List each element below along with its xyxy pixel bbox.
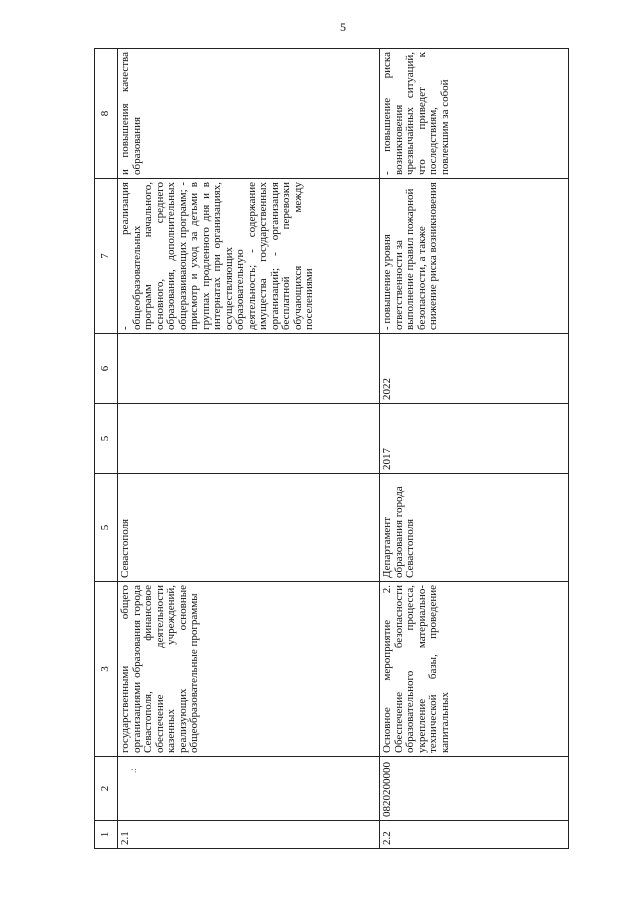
end-year-cell: 2022 [380, 334, 569, 404]
end-year-cell [118, 334, 380, 404]
measure-cell: государственными общего организациями образования города Севастополя, финансовое обеспечение деятельности казенных учреждений, реализующих основные общеобразовательные программы [118, 582, 380, 757]
measure-cell: Основное мероприятие 2. Обеспечение безопасности образовательного процесса, укрепление материально-технической базы, проведение капитальных [380, 582, 569, 757]
page-number: 5 [340, 20, 346, 34]
consequence-cell: и повышения качества образования [118, 49, 380, 179]
header-cell: 2 [95, 757, 118, 821]
header-cell: 7 [95, 179, 118, 334]
code-cell: 0820200000 [380, 757, 569, 821]
header-cell: 5 [95, 404, 118, 474]
code-cell [118, 757, 380, 821]
row-number-cell: 2.2 [380, 821, 569, 849]
executor-cell: Севастополя [118, 474, 380, 582]
start-year-cell [118, 404, 380, 474]
consequence-cell: - повышение риска возникновения чрезвычайных ситуаций, что приведет к последствиям, повлекшим за собой [380, 49, 569, 179]
program-measures-table [94, 48, 569, 849]
result-cell: - реализация общеобразовательных программ начального, основного, среднего образования, дополнительных общеразвивающих программ; - присмотр и уход за детьми в группах продленного дня и в интернатах при организациях, осуществляющих образовательную деятельность; - содержание имущества государственных организаций; - организация бесплатной перевозки обучающихся между поселениями [118, 179, 380, 334]
table-row [118, 49, 380, 849]
start-year-cell: 2017 [380, 404, 569, 474]
header-cell: 3 [95, 582, 118, 757]
header-cell: 5 [95, 474, 118, 582]
stray-mark: .: [128, 768, 138, 773]
header-cell: 1 [95, 821, 118, 849]
row-number-cell [118, 768, 380, 849]
header-cell: 6 [95, 334, 118, 404]
rotated-table-container [94, 49, 569, 849]
row-number: 2.1 [119, 831, 131, 845]
result-cell: - повышение уровня ответственности за выполнение правил пожарной безопасности, а также снижение риска возникновения [380, 179, 569, 334]
table-row [380, 49, 569, 849]
header-cell: 8 [95, 49, 118, 179]
executor-cell: Департамент образования города Севастополя [380, 474, 569, 582]
header-row [95, 49, 118, 849]
